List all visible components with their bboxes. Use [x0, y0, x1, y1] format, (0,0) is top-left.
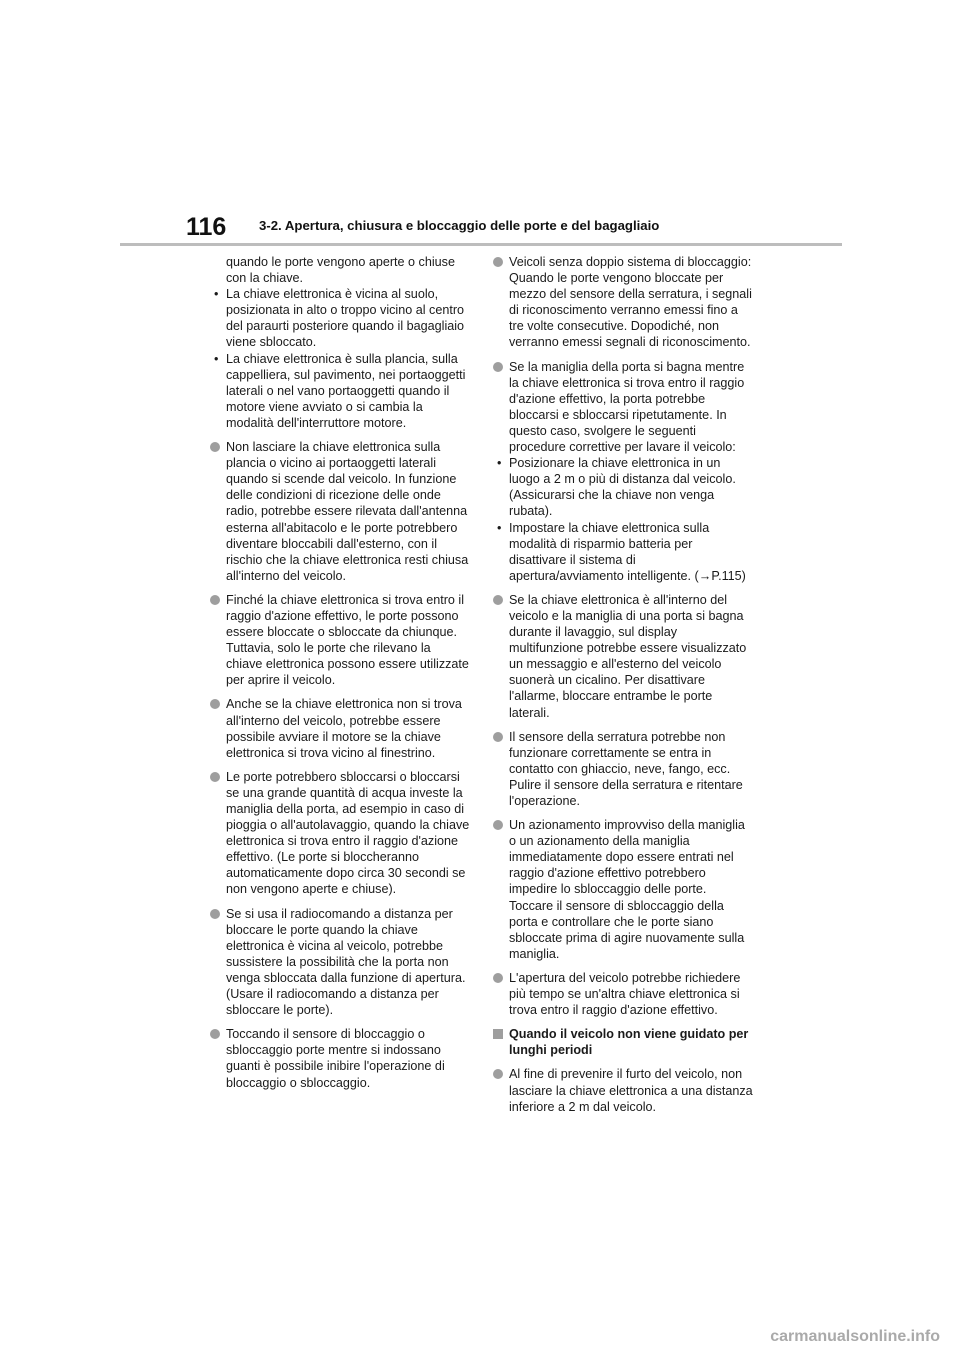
- bullet-item: [493, 817, 753, 962]
- sub-bullet-text: La chiave elettronica è sulla plancia, sulla cappelliera, sul pavimento, nei portaoggetti laterali o nel vano portaoggetti quando il motore viene avviato o si cambia la modalità dell'interruttore motore.: [226, 351, 466, 430]
- bullet-text: Le porte potrebbero sbloccarsi o bloccarsi se una grande quantità di acqua investe la maniglia della porta, ad esempio in caso di pioggia o all'autolavaggio, quando la chiave elettronica si trova entro il raggio d'azione effettivo. (Le porte si bloccheranno automaticamente dopo circa 30 secondi se non vengono aperte e chiuse).: [226, 769, 470, 897]
- bullet-item: [210, 696, 470, 760]
- bullet-circle-icon: [210, 1029, 220, 1039]
- sub-bullet-text: La chiave elettronica è vicina al suolo, posizionata in alto o troppo vicino al centro del paraurti posteriore quando il bagagliaio viene sbloccato.: [226, 287, 465, 350]
- bullet-text: Toccando il sensore di bloccaggio o sbloccaggio porte mentre si indossano guanti è possibile inibire l'operazione di bloccaggio o sbloccaggio.: [226, 1027, 445, 1090]
- bullet-item: [493, 254, 753, 351]
- bullet-item: [493, 970, 753, 1018]
- sub-bullet-item: [210, 286, 470, 350]
- left-column: [210, 254, 470, 1099]
- bullet-text: Anche se la chiave elettronica non si trova all'interno del veicolo, potrebbe essere possibile avviare il motore se la chiave elettronica si trova vicino al finestrino.: [226, 697, 462, 760]
- page-reference-link[interactable]: →P.115): [698, 568, 746, 583]
- bullet-circle-icon: [493, 595, 503, 605]
- bullet-text: Un azionamento improvviso della maniglia o un azionamento della maniglia immediatamente dopo essere entrati nel raggio d'azione effettivo potrebbero impedire lo sbloccaggio delle porte. Toccare il sensore di sbloccaggio della porta e controllare che le porte siano sbloccate prima di agire nuovamente sulla maniglia.: [509, 818, 745, 961]
- bullet-circle-icon: [210, 442, 220, 452]
- bullet-circle-icon: [210, 699, 220, 709]
- bullet-circle-icon: [210, 909, 220, 919]
- bullet-text: Se la maniglia della porta si bagna mentre la chiave elettronica si trova entro il raggio d'azione effettivo, la porta potrebbe bloccarsi e sbloccarsi ripetutamente. In questo caso, svolgere le seguenti procedure correttive per lavare il veicolo:: [509, 359, 745, 455]
- bullet-text: L'apertura del veicolo potrebbe richiedere più tempo se un'altra chiave elettronica si trova entro il raggio d'azione effettivo.: [509, 970, 741, 1018]
- continued-paragraph: quando le porte vengono aperte o chiuse con la chiave.: [226, 255, 455, 286]
- bullet-text: Veicoli senza doppio sistema di bloccaggio: Quando le porte vengono bloccate per mezzo del sensore della serratura, i segnali di riconoscimento verranno emessi fino a tre volte consecutive. Dopodiché, non verranno emessi segnali di riconoscimento.: [509, 255, 752, 350]
- bullet-item: [493, 1066, 753, 1114]
- dot-marker: •: [214, 351, 219, 366]
- bullet-circle-icon: [493, 362, 503, 372]
- right-column: [493, 254, 753, 1123]
- bullet-item: [210, 592, 470, 689]
- bullet-item: [210, 1026, 470, 1090]
- bullet-circle-icon: [210, 595, 220, 605]
- dot-marker: •: [497, 520, 502, 535]
- sub-bullet-item: [493, 520, 753, 584]
- watermark-text: carmanualsonline.info: [770, 1328, 940, 1345]
- bullet-text: Al fine di prevenire il furto del veicolo, non lasciare la chiave elettronica a una distanza inferiore a 2 m dal veicolo.: [509, 1067, 753, 1114]
- section-heading: [493, 1026, 753, 1058]
- square-bullet-icon: [493, 1029, 503, 1039]
- bullet-text: Finché la chiave elettronica si trova entro il raggio d'azione effettivo, le porte possono essere bloccate o sbloccate da chiunque. Tuttavia, solo le porte che rilevano la chiave elettronica possono essere utilizzate per aprire il veicolo.: [226, 592, 469, 688]
- bullet-item: [493, 729, 753, 809]
- heading-text: Quando il veicolo non viene guidato per lunghi periodi: [509, 1027, 749, 1058]
- bullet-circle-icon: [493, 1069, 503, 1079]
- bullet-text: Non lasciare la chiave elettronica sulla plancia o vicino ai portaoggetti laterali quando si scende dal veicolo. In funzione delle condizioni di ricezione delle onde radio, potrebbe essere rilevata dall'antenna esterna all'abitacolo e le porte potrebbero diventare bloccabili dall'esterno, con il rischio che la chiave elettronica resti chiusa all'interno del veicolo.: [226, 440, 469, 583]
- bullet-item: [210, 439, 470, 584]
- dot-marker: •: [497, 456, 502, 471]
- sub-bullet-item: [210, 351, 470, 431]
- sub-bullet-item: [493, 455, 753, 519]
- bullet-item: [493, 592, 753, 721]
- bullet-item: [210, 769, 470, 898]
- bullet-circle-icon: [210, 772, 220, 782]
- page-number: 116: [186, 213, 227, 241]
- bullet-text: Se la chiave elettronica è all'interno del veicolo e la maniglia di una porta si bagna durante il lavaggio, sul display multifunzione potrebbe essere visualizzato un messaggio e all'esterno del veicolo suonerà un cicalino. Per disattivare l'allarme, bloccare entrambe le porte laterali.: [509, 592, 747, 720]
- bullet-circle-icon: [493, 820, 503, 830]
- bullet-text: Se si usa il radiocomando a distanza per bloccare le porte quando la chiave elettronica è vicina al veicolo, potrebbe sussistere la possibilità che la porta non venga sbloccata dalla funzione di apertura. (Usare il radiocomando a distanza per sbloccare le porte).: [226, 906, 466, 1018]
- bullet-circle-icon: [493, 257, 503, 267]
- bullet-circle-icon: [493, 973, 503, 983]
- header-divider: [120, 243, 842, 246]
- sub-bullet-text: Posizionare la chiave elettronica in un luogo a 2 m o più di distanza dal veicolo. (Assicurarsi che la chiave non venga rubata).: [509, 456, 736, 519]
- bullet-item: [493, 359, 753, 456]
- bullet-circle-icon: [493, 732, 503, 742]
- sub-bullet-text: Impostare la chiave elettronica sulla modalità di risparmio batteria per disattivare il sistema di apertura/avviamento intelligente. (: [509, 520, 710, 583]
- dot-marker: •: [214, 287, 219, 302]
- section-title: 3-2. Apertura, chiusura e bloccaggio delle porte e del bagagliaio: [259, 218, 660, 233]
- bullet-item: [210, 906, 470, 1019]
- bullet-text: Il sensore della serratura potrebbe non funzionare correttamente se entra in contatto con ghiaccio, neve, fango, ecc. Pulire il sensore della serratura e ritentare l'operazione.: [509, 729, 743, 808]
